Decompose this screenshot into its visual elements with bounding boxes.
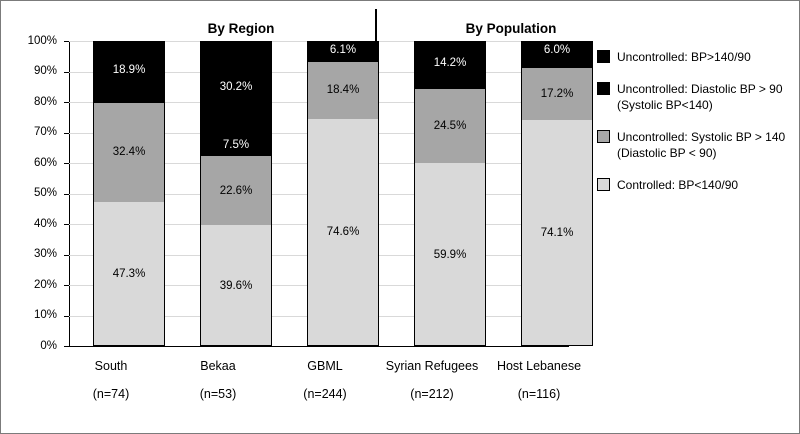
x-label-syrian-refugees — [378, 358, 486, 402]
x-label-line2: (n=212) — [410, 387, 454, 401]
bar-segment-uncontrolled — [93, 41, 165, 99]
bar-host-lebanese — [521, 41, 593, 346]
x-label-bekaa — [164, 358, 272, 402]
ytick-label: 40% — [33, 218, 57, 230]
legend-label: Uncontrolled: Systolic BP > 140 (Diastolic BP < 90) — [617, 130, 786, 160]
bar-segment-diastolic — [93, 99, 165, 103]
legend-item — [597, 49, 793, 65]
bar-segment-uncontrolled — [521, 41, 593, 59]
ytick-label: 100% — [27, 35, 57, 47]
bar-segment-controlled — [414, 163, 486, 346]
ytick-label: 70% — [33, 126, 57, 138]
x-label-gbml — [271, 358, 379, 402]
ytick-label: 50% — [33, 187, 57, 199]
x-label-line1: GBML — [307, 359, 343, 373]
bar-value-label: 47.3% — [112, 267, 146, 280]
bar-gbml — [307, 41, 379, 346]
bar-segment-uncontrolled — [414, 41, 486, 84]
legend-swatch-icon — [597, 178, 610, 191]
bar-value-label: 17.2% — [540, 87, 574, 100]
legend-item — [597, 129, 793, 161]
legend-swatch-icon — [597, 82, 610, 95]
group-header-by-population: By Population — [465, 21, 557, 36]
bar-segment-systolic — [307, 62, 379, 118]
bar-segment-systolic — [93, 103, 165, 202]
bar-bekaa — [200, 41, 272, 346]
legend-item — [597, 177, 793, 193]
bar-value-label: 24.5% — [433, 119, 467, 132]
legend-label: Uncontrolled: Diastolic BP > 90 (Systolic BP<140) — [617, 82, 783, 112]
bar-segment-controlled — [93, 202, 165, 346]
x-label-line1: Host Lebanese — [496, 359, 582, 373]
bar-segment-diastolic — [414, 84, 486, 88]
bar-value-label: 14.2% — [433, 56, 467, 69]
bar-value-label: 18.9% — [112, 63, 146, 76]
bar-segment-systolic — [200, 156, 272, 225]
bar-value-label: 30.2% — [219, 81, 253, 94]
bar-south — [93, 41, 165, 346]
legend-swatch-icon — [597, 130, 610, 143]
x-label-line2: (n=74) — [92, 387, 130, 401]
bar-segment-controlled — [200, 225, 272, 346]
group-header-by-region: By Region — [207, 21, 275, 36]
bar-value-label: 74.1% — [540, 227, 574, 239]
ytick-label: 80% — [33, 96, 57, 108]
ytick-label: 0% — [40, 340, 57, 352]
bar-segment-controlled — [521, 120, 593, 346]
x-label-line2: (n=244) — [303, 387, 347, 401]
x-label-line1: Bekaa — [200, 359, 236, 373]
ytick-label: 60% — [33, 157, 57, 169]
bar-value-label: 74.6% — [326, 226, 360, 239]
bar-segment-diastolic — [521, 59, 593, 67]
bar-value-label: 6.1% — [329, 44, 357, 57]
ytick-label: 30% — [33, 248, 57, 260]
bar-segment-uncontrolled — [307, 41, 379, 60]
bar-segment-controlled — [307, 119, 379, 347]
bar-segment-systolic — [521, 68, 593, 121]
x-axis-line — [69, 346, 569, 347]
x-label-line1: South — [94, 359, 128, 373]
ytick-label: 10% — [33, 309, 57, 321]
x-label-host-lebanese — [485, 358, 593, 402]
legend-item — [597, 81, 793, 113]
legend-label: Uncontrolled: BP>140/90 — [617, 50, 751, 64]
bar-segment-diastolic — [307, 60, 379, 63]
ytick-label: 90% — [33, 65, 57, 77]
legend-label: Controlled: BP<140/90 — [617, 178, 739, 192]
bar-value-label: 6.0% — [543, 44, 571, 57]
bar-segment-diastolic — [200, 133, 272, 156]
bar-value-label: 59.9% — [433, 248, 467, 261]
x-label-line2: (n=53) — [199, 387, 237, 401]
ytick-label: 20% — [33, 279, 57, 291]
bar-segment-uncontrolled — [200, 41, 272, 133]
plot-area — [69, 41, 574, 346]
bar-segment-systolic — [414, 89, 486, 164]
bar-value-label: 39.6% — [219, 279, 253, 292]
legend — [597, 49, 793, 209]
x-label-line1: Syrian Refugees — [385, 359, 479, 373]
bar-value-label: 7.5% — [222, 138, 250, 151]
bar-value-label: 32.4% — [112, 146, 146, 159]
x-label-south — [57, 358, 165, 402]
bar-value-label: 22.6% — [219, 184, 253, 197]
legend-swatch-icon — [597, 50, 610, 63]
bar-value-label: 18.4% — [326, 84, 360, 97]
x-label-line2: (n=116) — [517, 387, 561, 401]
bar-syrian-refugees — [414, 41, 486, 346]
